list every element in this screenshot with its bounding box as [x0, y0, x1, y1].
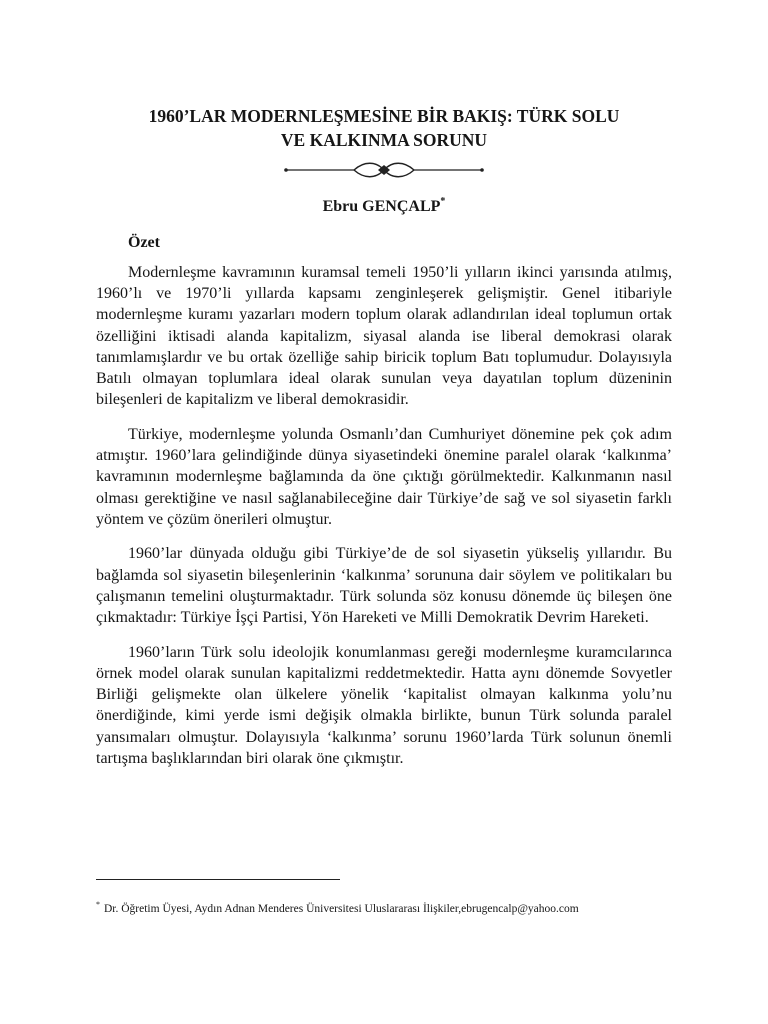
footnote [96, 897, 696, 917]
abstract-paragraph-1: Modernleşme kavramının kuramsal temeli 1950’li yılların ikinci yarısında atılmış, 1960’lı ve 1970’li yıllarda kapsamı zenginleşerek gelişmiştir. Genel itibariyle modernleşme kuramı yazarları modern toplum olarak adlandırılan ideal toplumun ortak özelliğini iktisadi alanda kapitalizm, siyasal alanda ise liberal demokrasi olarak tanımlamışlardır ve bu ortak özelliğe sahip biricik toplum Batı toplumudur. Dolayısıyla Batılı olmayan toplumlara ideal olarak sunulan veya dayatılan toplum düzeninin bileşenleri de kapitalizm ve liberal demokrasidir. [96, 264, 672, 409]
title-line-1: 1960’LAR MODERNLEŞMESİNE BİR BAKIŞ: TÜRK SOLU [148, 106, 620, 126]
abstract-paragraph-3: 1960’lar dünyada olduğu gibi Türkiye’de de sol siyasetin yükseliş yıllarıdır. Bu bağlamda sol siyasetin bileşenlerinin ‘kalkınma’ sorununa dair söylem ve politikaları bu çalışmanın temelini oluşturmaktadır. Türk solunda söz konusu dönemde üç bileşen öne çıkmaktadır: Türkiye İşçi Partisi, Yön Hareketi ve Milli Demokratik Devrim Hareketi. [96, 545, 672, 627]
author-line [96, 192, 672, 217]
abstract-paragraph-4: 1960’ların Türk solu ideolojik konumlanması gereği modernleşme kuramcılarınca örnek model olarak sunulan kapitalizmi reddetmektedir. Hatta aynı dönemde Sovyetler Birliği gelişmekte olan ülkelere yönelik ‘kapitalist olmayan kalkınma yolu’nu önerdiğinde, kimi yerde ismi değişik olmakla birlikte, bunun Türk solunda paralel yansımaları olmuştur. Dolayısıyla ‘kalkınma’ sorunu 1960’larda Türk solunun önemli tartışma başlıklarından biri olarak öne çıkmıştır. [96, 643, 672, 767]
footnote-divider [96, 879, 340, 880]
abstract-heading: Özet [128, 234, 160, 251]
abstract-paragraph-2: Türkiye, modernleşme yolunda Osmanlı’dan Cumhuriyet dönemine pek çok adım atmıştır. 1960’lara gelindiğinde dünya siyasetindeki önemine paralel olarak ‘kalkınma’ kavramının modernleşme bağlamında da öne çıktığı görülmektedir. Kalkınmanın nasıl olması gerektiğine ve nasıl sağlanabileceğine dair Türkiye’de sağ ve sol siyasetin farklı yöntem ve çözüm önerileri olmuştur. [96, 425, 672, 528]
paper-title [96, 104, 672, 152]
author-name: Ebru GENÇALP [322, 198, 441, 215]
title-line-2: VE KALKINMA SORUNU [280, 130, 488, 150]
abstract-body [96, 262, 672, 782]
decorative-divider-icon [284, 157, 484, 183]
author-footnote-marker: * [440, 196, 446, 207]
footnote-marker: * [96, 900, 100, 909]
footnote-text: Dr. Öğretim Üyesi, Aydın Adnan Menderes Üniversitesi Uluslararası İlişkiler,ebrugencalp@yahoo.com [104, 903, 579, 915]
